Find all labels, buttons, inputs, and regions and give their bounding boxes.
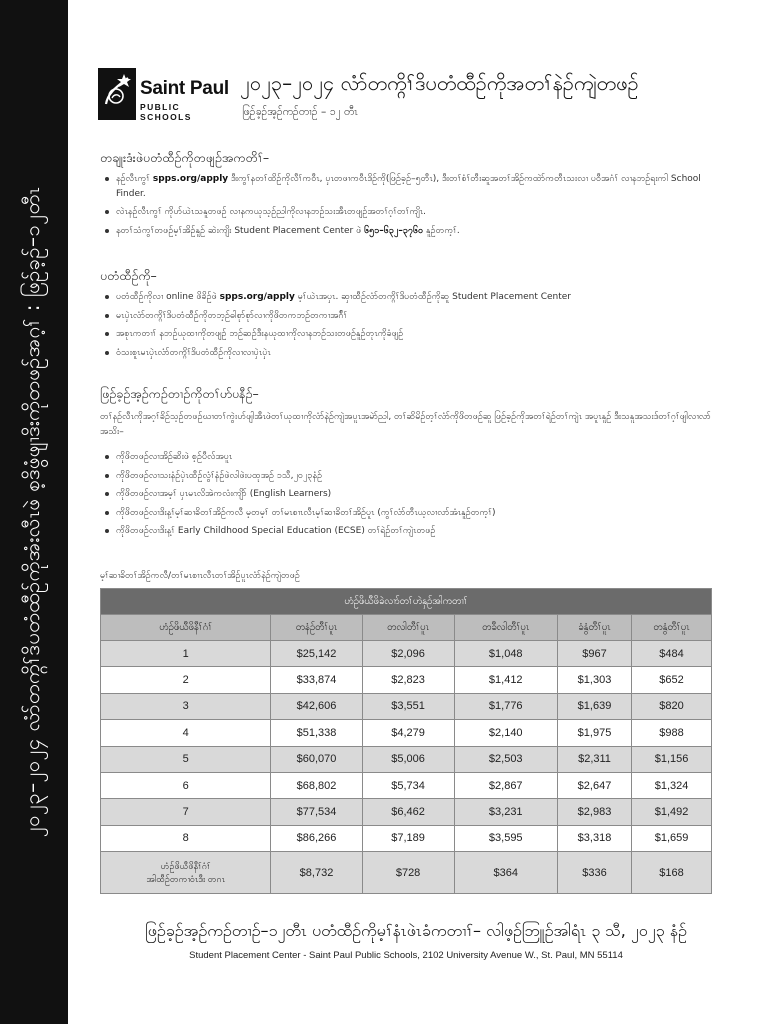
table-cell: 4 <box>101 720 271 746</box>
bullet-text: ပတံထီဉ်ကိုလၢ online ဖိခိဉ်ဖဲ <box>116 292 220 302</box>
table-cell: $336 <box>557 852 631 894</box>
table-cell: $1,412 <box>454 667 557 693</box>
column-header: တနံဉ်တီၢ်ပူၤ <box>271 615 362 641</box>
table-cell: $5,734 <box>362 772 454 798</box>
table-cell: $364 <box>454 852 557 894</box>
side-band-text: ၂၀၂၃–၂၀၂၄ လံာ်တက္ဂိၢ်ဒိပတံထီဉ်ကိုအံးလီၤဖဲ စ့ဒိဖွံဖျၢဒိးကိုတဖဉ်အဂ့ၢ် : ဖြဉ်ခ့ဉ်–၁၂တီၤ <box>20 186 44 838</box>
star-swoosh-icon <box>98 68 136 120</box>
apply-link[interactable]: spps.org/apply <box>152 174 229 184</box>
bullet-text: မ့ၢ်ယဲၤအပှၤ. ဆှၢထီဉ်လံာ်တက္ဂိၢ်ဒိပတံထီဉ်ကိုဆူ Student Placement Center <box>294 292 572 302</box>
table-cell: $988 <box>632 720 712 746</box>
bullet-text: ကိုဖိတဖဉ်လၢအမ့ၢ် ပှၤမၤလိအဲကလံးကျိာ် (English Learners) <box>116 489 332 499</box>
table-row <box>101 825 712 851</box>
column-header: ဟံဉ်ဖိယီဖိနီၢ်ဂံၢ် <box>101 615 271 641</box>
table-cell: $2,983 <box>557 799 631 825</box>
label-line: ဟံဉ်ဖိယီဖိနီၢ်ဂံၢ် <box>160 860 211 871</box>
table-cell: 6 <box>101 772 271 798</box>
table-cell: $967 <box>557 641 631 667</box>
table-cell: $51,338 <box>271 720 362 746</box>
table-cell: $2,096 <box>362 641 454 667</box>
column-header: တလါတီၢ်ပူၤ <box>362 615 454 641</box>
table-cell: $25,142 <box>271 641 362 667</box>
table-row <box>101 641 712 667</box>
table-cell: 8 <box>101 825 271 851</box>
table-band-header: ဟံဉ်ဖိယီဖိခဲလၢာ်တၢ်ဟဲနှဉ်အါကတၢၢ် <box>101 589 712 615</box>
table-cell: $3,231 <box>454 799 557 825</box>
logo-subtitle: PUBLIC SCHOOLS <box>140 102 192 122</box>
bullet-text: မၤပှဲၤလံာ်တက္ဂိၢ်ဒိပတံထီဉ်ကိုတဘ့ဉ်ဓါစုာ်စုာ်လၢကိုဖိတကဘဉ်တကၢအဂ်ီၢ် <box>116 310 348 321</box>
table-cell: $6,462 <box>362 799 454 825</box>
bullet-text: အစုၤကတၢၢ် နဘဉ်ယုထၢကိုတဖျဉ် ဘဉ်ဆဉ်ဒီးနယုထၢကိုလၢနဘဉ်သးတဖဉ်နူဉ်တုၤကိုခံဖျဉ် <box>116 329 404 339</box>
table-band-row <box>101 589 712 615</box>
address-footer: Student Placement Center - Saint Paul Public Schools, 2102 University Avenue W., St. Paul, MN 55114 <box>189 950 623 961</box>
table-cell: $33,874 <box>271 667 362 693</box>
table-cell: $3,551 <box>362 693 454 719</box>
section-prek-list <box>100 450 710 543</box>
column-header: တနွံတီၢ်ပူၤ <box>632 615 712 641</box>
column-header: တခီလါတီၢ်ပူၤ <box>454 615 557 641</box>
table-row <box>101 693 712 719</box>
table-cell: $3,318 <box>557 825 631 851</box>
table-cell: 3 <box>101 693 271 719</box>
table-caption: မ့ၢ်ဆၢခိတၢ်အိဉ်ကလီ/တၢ်မၤစၢၤလီၤတၢ်အိဉ်ပူၤလံာ်နဲဉ်ကျဲတဖဉ် <box>100 571 300 581</box>
table-cell: $5,006 <box>362 746 454 772</box>
section-before-applying-heading: တချုးဒံးဖဲပတံထီဉ်ကိုတဖျဉ်အကတိၢ်– <box>100 150 270 165</box>
list-item <box>100 172 710 201</box>
table-cell: $1,048 <box>454 641 557 667</box>
table-cell: $2,503 <box>454 746 557 772</box>
table-cell: $1,975 <box>557 720 631 746</box>
table-cell: $1,324 <box>632 772 712 798</box>
table-row <box>101 799 712 825</box>
list-item <box>100 224 710 239</box>
table-cell: $7,189 <box>362 825 454 851</box>
table-cell: $728 <box>362 852 454 894</box>
deadline-footer: ဖြဉ်ခ့ဉ်အ့ဉ်ကဉ်တၢဉ်–၁၂တီၤ ပတံထီဉ်ကိုမ့ၢ်နံၤဖဲၤခံကတၢၢ်– လါဖ့ဉ်ဘြူဉ်အါရံၤ ၃ သီ, ၂၀၂၃ နံဉ် <box>145 921 687 940</box>
table-cell: $2,140 <box>454 720 557 746</box>
table-cell: $2,823 <box>362 667 454 693</box>
bullet-text: နတၢ်သံကွၢ်တဖဉ်မ့ၢ်အိဉ်နူဉ် ဆဲးကျိး Student Placement Center ဖဲ <box>116 225 365 236</box>
column-header: ခံနွံတီၢ်ပူၤ <box>557 615 631 641</box>
list-item <box>100 524 710 539</box>
table-cell: 2 <box>101 667 271 693</box>
bullet-text: ကိုဖိတဖဉ်လၢအိဉ်ဆိးဖဲ စ့ဉ်ပီလ်အပူၤ <box>116 452 233 462</box>
side-band <box>0 0 68 1024</box>
table-cell: $1,659 <box>632 825 712 851</box>
list-item <box>100 205 710 220</box>
table-cell: $42,606 <box>271 693 362 719</box>
list-item <box>100 469 710 484</box>
table-cell: $1,776 <box>454 693 557 719</box>
table-cell: $8,732 <box>271 852 362 894</box>
list-item <box>100 487 710 502</box>
table-row <box>101 772 712 798</box>
table-cell: $4,279 <box>362 720 454 746</box>
table-cell: $68,802 <box>271 772 362 798</box>
section-before-applying-list <box>100 172 710 242</box>
bullet-text: နဉ်လီၤကွၢ် <box>116 174 153 184</box>
table-cell: $1,492 <box>632 799 712 825</box>
page-title: ၂၀၂၃–၂၀၂၄ လံာ်တက္ဂိၢ်ဒိပတံထီဉ်ကိုအတၢ်နဲဉ်ကျဲတဖဉ် <box>240 71 639 95</box>
list-item <box>100 327 710 342</box>
table-cell: $2,311 <box>557 746 631 772</box>
bullet-text: နူဉ်တက့ၢ်. <box>423 225 460 236</box>
apply-link[interactable]: spps.org/apply <box>219 292 295 302</box>
logo-name: Saint Paul <box>140 78 229 99</box>
section-apply-heading: ပတံထီဉ်ကို– <box>100 268 157 283</box>
list-item <box>100 290 710 305</box>
table-cell: $77,534 <box>271 799 362 825</box>
table-body <box>101 641 712 894</box>
bullet-text: လဲၤနဉ်လီၤကွၢ် ကိုဟ်ယဲၤသနူတဖဉ် လၢနကယုသ့ဉ်ညါကိုလၢနဘဉ်သးအီၤတဖျဉ်အတၢ်ဂ့ၢ်တၢ်ကျိၤ. <box>116 207 427 217</box>
table-cell: $168 <box>632 852 712 894</box>
table-cell: $1,156 <box>632 746 712 772</box>
table-cell: $60,070 <box>271 746 362 772</box>
table-cell-label <box>101 852 271 894</box>
table-cell: $3,595 <box>454 825 557 851</box>
table-cell: $652 <box>632 667 712 693</box>
table-cell: $86,266 <box>271 825 362 851</box>
section-prek-paragraph: တၢ်နဉ်လီၤကိုအဂ့ၢ်ခိဉ်သ့ဉ်တဖဉ်ဃၢတၢ်ကွဲးဟ်ဖျါအီၤဖဲတၢ်ယုထၢကိုလံာ်နဲဉ်ကျဲအပူၤအမဲာ်ညါ, တၢ်ဆိမိဉ်တ့ၢ်လံာ်ကိုဖိတဖဉ်ဆူ ဖြဉ်ခ့ဉ်ကိုအတၢ်ရဲဉ်တၢ်ကျဲၤ အပူၤနူဉ် ဒီးသနူအသးဒ်တၢ်ဂ့ၢ်ဖျါလၢလာ်အသိး– <box>100 412 711 437</box>
table-cell: $1,303 <box>557 667 631 693</box>
bullet-text: ကိုဖိတဖဉ်လၢဒိးန့ၢ်မ့ၢ်ဆၢခိတၢ်အိဉ်ကလီ မ့တမ့ၢ် တၢ်မၤစၢၤလီၤမ့ၢ်ဆၢခိတၢ်အိဉ်ပူၤ (ကွၢ်လံာ်တီၤယ့လၢလာ်အံၤနူဉ်တက့ၢ်) <box>116 507 496 518</box>
bullet-text: ကိုဖိတဖဉ်လၢသးနံဉ်ပှဲၤထီဉ်လွံၢ်နံဉ်ဖဲလါဖဲးပထုအဉ် ၁သီ,၂၀၂၃နံဉ် <box>116 470 323 481</box>
saint-paul-logo <box>98 68 230 120</box>
list-item <box>100 346 710 361</box>
table-cell: 1 <box>101 641 271 667</box>
phone-number: ၆၅၁–၆၃၂–၃၇၆၀ <box>364 225 424 236</box>
table-cell: 5 <box>101 746 271 772</box>
label-line: အါထီဉ်တကၢဝံၤဒီး တဂၤ <box>146 873 226 884</box>
page-subtitle: ဖြဉ်ခ့ဉ်အ့ဉ်ကဉ်တၢဉ် – ၁၂ တီၤ <box>242 106 359 118</box>
table-cell: $820 <box>632 693 712 719</box>
bullet-text: ကိုဖိတဖဉ်လၢဒိးန့ၢ် Early Childhood Special Education (ECSE) တၢ်ရဲဉ်တၢ်ကျဲၤတဖဉ် <box>116 526 436 536</box>
table-row <box>101 746 712 772</box>
table-header-row <box>101 615 712 641</box>
section-apply-list <box>100 290 710 364</box>
table-row-additional-member <box>101 852 712 894</box>
list-item <box>100 506 710 521</box>
list-item <box>100 450 710 465</box>
list-item <box>100 309 710 324</box>
table-cell: $2,867 <box>454 772 557 798</box>
table-cell: $2,647 <box>557 772 631 798</box>
table-cell: $1,639 <box>557 693 631 719</box>
section-prek-priority-heading: ဖြဉ်ခ့ဉ်အ့ဉ်ကဉ်တၢဉ်ကိုတၢ်ဟ်ပနီဉ်– <box>100 386 259 401</box>
bullet-text: ဝံသးစူၤမၤပှဲၤလံာ်တက္ဂိၢ်ဒိပတံထီဉ်ကိုလၢလၢပှဲၤပှဲၤ <box>116 347 271 358</box>
bullet-text: ဒီးကွၢ်နတၢ်ထိဉ်ကိုလီၢ်ကဝီၤ, ပှၤတဖၢကဝီၤဒိဉ်ကို(ဖြဉ်ခ့ဉ်–၅တီၤ), ဒီးတၢ်စံၢ်တီးဆူအတၢ်အိဉ်ကထဲာ်ကတီၤသးလၢ ပဝီအဂံၢ် လၢနဘဉ်ရးကါ School Finder. <box>116 174 701 199</box>
income-guidelines-table <box>100 588 712 894</box>
table-row <box>101 667 712 693</box>
table-cell: 7 <box>101 799 271 825</box>
table-row <box>101 720 712 746</box>
table-cell: $484 <box>632 641 712 667</box>
